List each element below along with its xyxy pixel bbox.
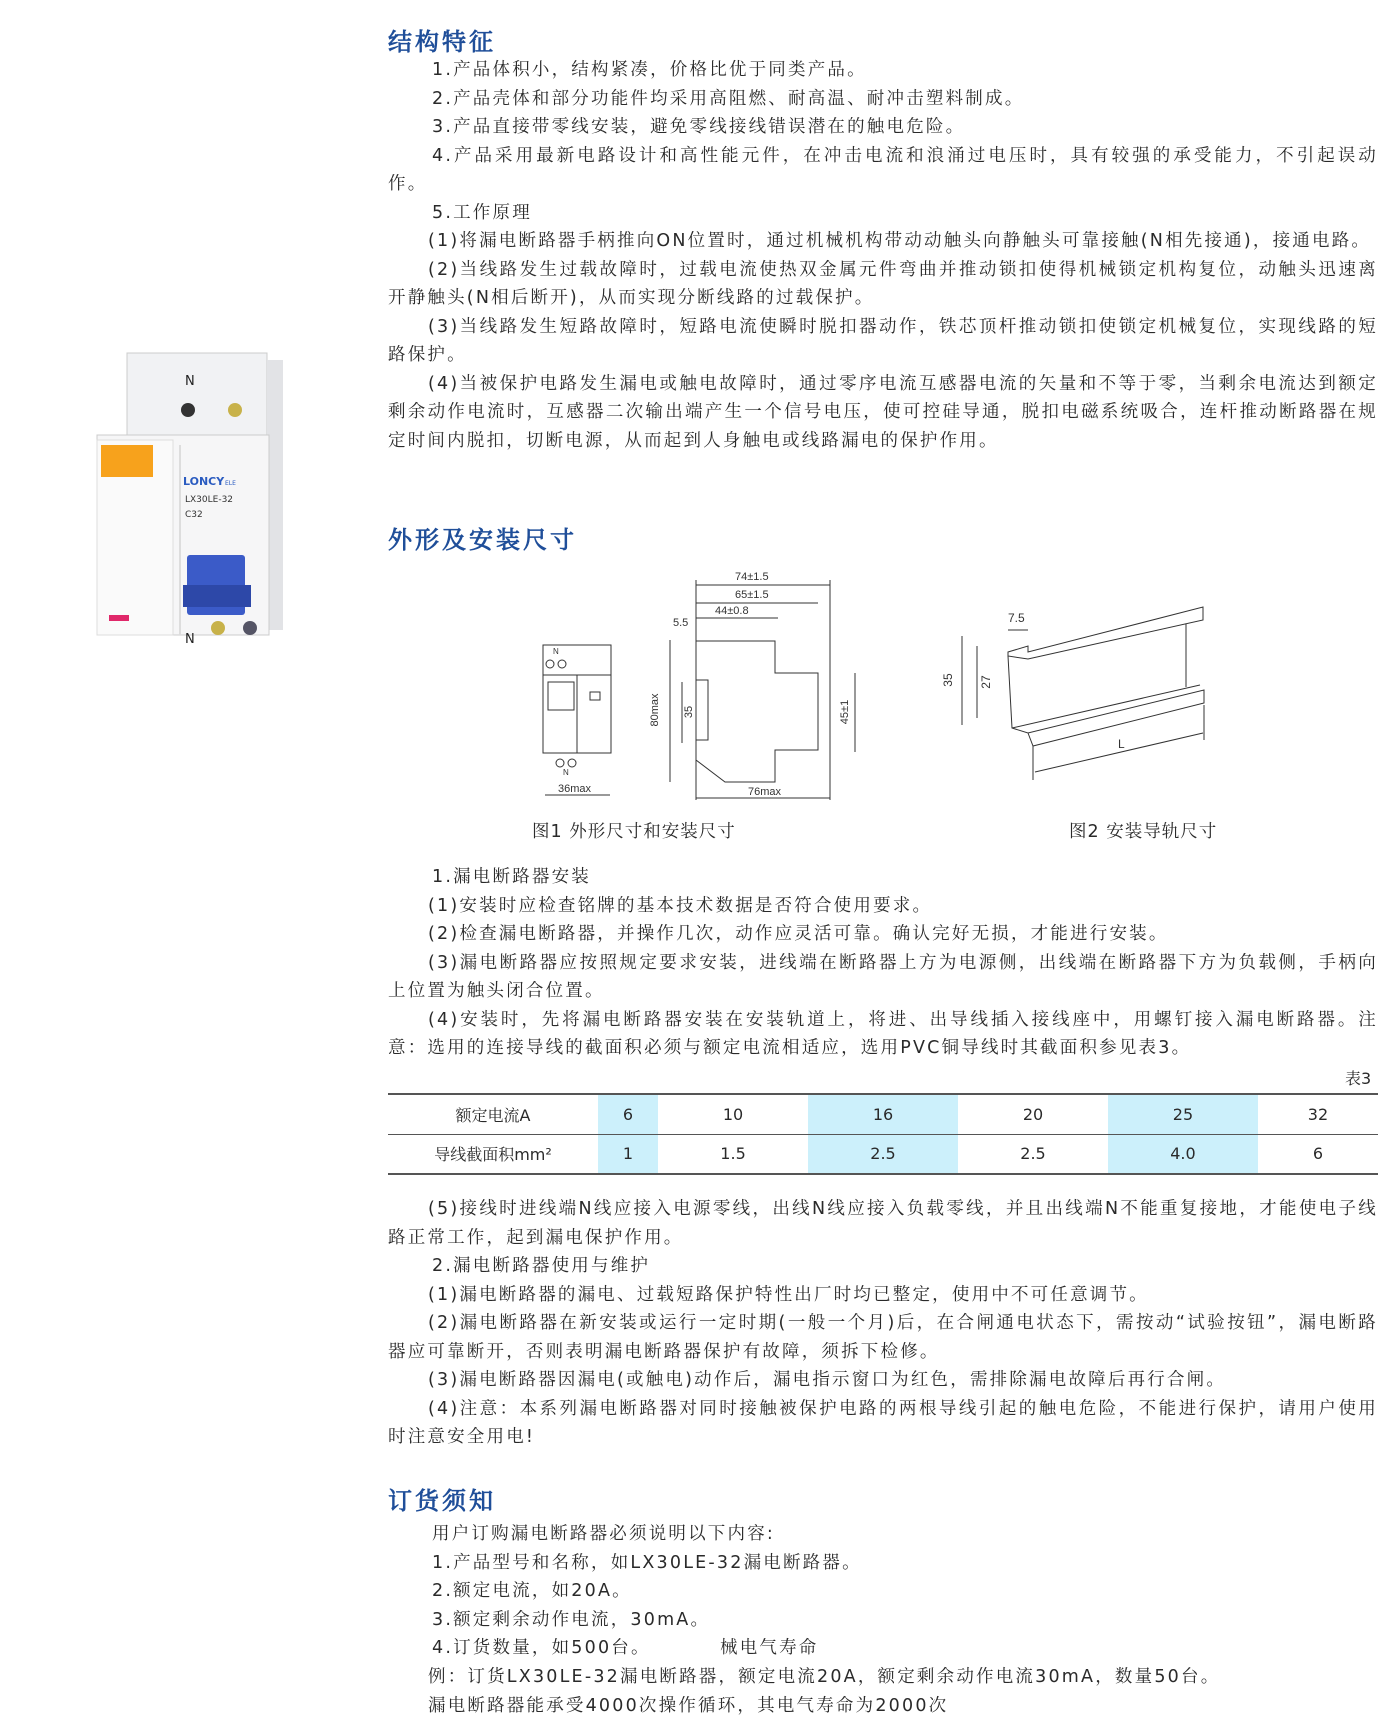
figure2-rail-diagram (920, 580, 1240, 780)
paragraph: 2.产品壳体和部分功能件均采用高阻燃、耐高温、耐冲击塑料制成。 (432, 88, 1025, 109)
dim-label: L (1118, 737, 1125, 751)
paragraph: 1.产品体积小，结构紧凑，价格比优于同类产品。 (432, 60, 867, 80)
row-header: 额定电流A (388, 1094, 598, 1134)
dim-label: 5.5 (673, 617, 689, 629)
usage-text (388, 1195, 1378, 1452)
table-row (388, 1094, 1378, 1134)
paragraph: (3)漏电断路器因漏电(或触电)动作后，漏电指示窗口为红色，需排除漏电故障后再行合闸。 (428, 1370, 1227, 1390)
table-row (388, 1134, 1378, 1174)
paragraph: 用户订购漏电断路器必须说明以下内容: (432, 1524, 775, 1544)
model-label: LX30LE-32 (185, 495, 234, 505)
row-header: 导线截面积mm² (388, 1134, 598, 1174)
table-cell: 4.0 (1108, 1134, 1258, 1174)
figure2-caption: 图2 安装导轨尺寸 (1069, 822, 1218, 842)
table-cell: 1.5 (658, 1134, 808, 1174)
table-cell: 1 (598, 1134, 658, 1174)
paragraph: (4)注意：本系列漏电断路器对同时接触被保护电路的两根导线引起的触电危险，不能进行保护，请用户使用时注意安全用电! (388, 1398, 1378, 1447)
dim-label: 80max (649, 693, 661, 727)
paragraph: 1.漏电断路器安装 (432, 867, 591, 887)
dim-label: 44±0.8 (715, 605, 749, 617)
paragraph: (1)安装时应检查铭牌的基本技术数据是否符合使用要求。 (428, 895, 933, 916)
section-title-dimensions: 外形及安装尺寸 (388, 526, 577, 554)
dim-label: 7.5 (1008, 611, 1025, 625)
section-title-ordering: 订货须知 (388, 1487, 496, 1515)
dim-label: 76max (748, 786, 782, 798)
product-image (95, 345, 285, 645)
paragraph: (4)当被保护电路发生漏电或触电故障时，通过零序电流互感器电流的矢量和不等于零，当剩余电流达到额定剩余动作电流时，互感器二次输出端产生一个信号电压，使可控硅导通，脱扣电磁系统吸合，连杆推动断路器在规定时间内脱扣，切断电源，从而起到人身触电或线路漏电的保护作用。 (388, 373, 1378, 451)
table-cell: 6 (598, 1094, 658, 1134)
installation-text (388, 863, 1378, 1063)
dim-label: 35 (683, 705, 695, 719)
operation-cycles-text: 漏电断路器能承受4000次操作循环，其电气寿命为2000次 (428, 1696, 949, 1716)
figure1-caption: 图1 外形尺寸和安装尺寸 (532, 822, 736, 842)
paragraph: 4.产品采用最新电路设计和高性能元件，在冲击电流和浪涌过电压时，具有较强的承受能力，不引起误动作。 (388, 145, 1378, 194)
table-cell: 25 (1108, 1094, 1258, 1134)
paragraph: (3)当线路发生短路故障时，短路电流使瞬时脱扣器动作，铁芯顶杆推动锁扣使锁定机械复位，实现线路的短路保护。 (388, 316, 1378, 365)
brand-logo: LONCY (183, 475, 225, 488)
dim-label: N (563, 768, 569, 777)
figure1-dimensions-diagram (530, 560, 870, 800)
paragraph: (4)安装时，先将漏电断路器安装在安装轨道上，将进、出导线插入接线座中，用螺钉接入漏电断路器。注意：选用的连接导线的截面积必须与额定电流相适应，选用PVC铜导线时其截面积参见表3。 (388, 1009, 1378, 1058)
paragraph: (5)接线时进线端N线应接入电源零线，出线N线应接入负载零线，并且出线端N不能重复接地，才能使电子线路正常工作，起到漏电保护作用。 (388, 1199, 1378, 1248)
paragraph: (2)漏电断路器在新安装或运行一定时期(一般一个月)后，在合闸通电状态下，需按动“试验按钮”，漏电断路器应可靠断开，否则表明漏电断路器保护有故障，须拆下检修。 (388, 1313, 1378, 1362)
table-cell: 20 (958, 1094, 1108, 1134)
terminal-label: N (185, 632, 195, 645)
brand-sup: ELE (225, 480, 236, 487)
paragraph: (2)检查漏电断路器，并操作几次，动作应灵活可靠。确认完好无损，才能进行安装。 (428, 924, 1169, 944)
paragraph: 4.订货数量，如500台。 (432, 1638, 651, 1658)
table-cell: 16 (808, 1094, 958, 1134)
paragraph: 3.额定剩余动作电流，30mA。 (432, 1609, 711, 1630)
paragraph: (3)漏电断路器应按照规定要求安装，进线端在断路器上方为电源侧，出线端在断路器下方为负载侧，手柄向上位置为触头闭合位置。 (388, 952, 1378, 1001)
wire-section-table (388, 1093, 1378, 1175)
table-cell: 6 (1258, 1134, 1378, 1174)
table-label: 表3 (1345, 1069, 1372, 1088)
paragraph: 2.漏电断路器使用与维护 (432, 1256, 651, 1276)
paragraph: (1)将漏电断路器手柄推向ON位置时，通过机械机构带动动触头向静触头可靠接触(N相先接通)，接通电路。 (428, 231, 1372, 251)
ordering-text (388, 1520, 1378, 1663)
dim-label: N (553, 647, 559, 656)
dim-label: 36max (558, 783, 592, 795)
paragraph: (1)漏电断路器的漏电、过载短路保护特性出厂时均已整定，使用中不可任意调节。 (428, 1284, 1149, 1305)
paragraph: 5.工作原理 (432, 202, 532, 223)
table-cell: 32 (1258, 1094, 1378, 1134)
table-cell: 2.5 (958, 1134, 1108, 1174)
paragraph: 1.产品型号和名称，如LX30LE-32漏电断路器。 (432, 1552, 862, 1573)
section-title-structure: 结构特征 (388, 28, 496, 56)
paragraph: (2)当线路发生过载故障时，过载电流使热双金属元件弯曲并推动锁扣使得机械锁定机构复位，动触头迅速离开静触头(N相后断开)，从而实现分断线路的过载保护。 (388, 259, 1378, 308)
paragraph: 2.额定电流，如20A。 (432, 1581, 632, 1601)
dim-label: 27 (979, 675, 993, 689)
dim-label: 65±1.5 (735, 589, 769, 601)
terminal-label: N (185, 374, 195, 389)
structure-text (388, 56, 1378, 455)
table-cell: 10 (658, 1094, 808, 1134)
dim-label: 35 (941, 673, 955, 687)
rating-label: C32 (185, 510, 203, 520)
dim-label: 74±1.5 (735, 571, 769, 583)
table-cell: 2.5 (808, 1134, 958, 1174)
paragraph: 3.产品直接带零线安装，避免零线接线错误潜在的触电危险。 (432, 117, 966, 137)
order-example: 例：订货LX30LE-32漏电断路器，额定电流20A，额定剩余动作电流30mA，数量50台。 (428, 1667, 1221, 1687)
service-life-fragment: 械电气寿命 (720, 1638, 819, 1658)
dim-label: 45±1 (839, 699, 851, 725)
